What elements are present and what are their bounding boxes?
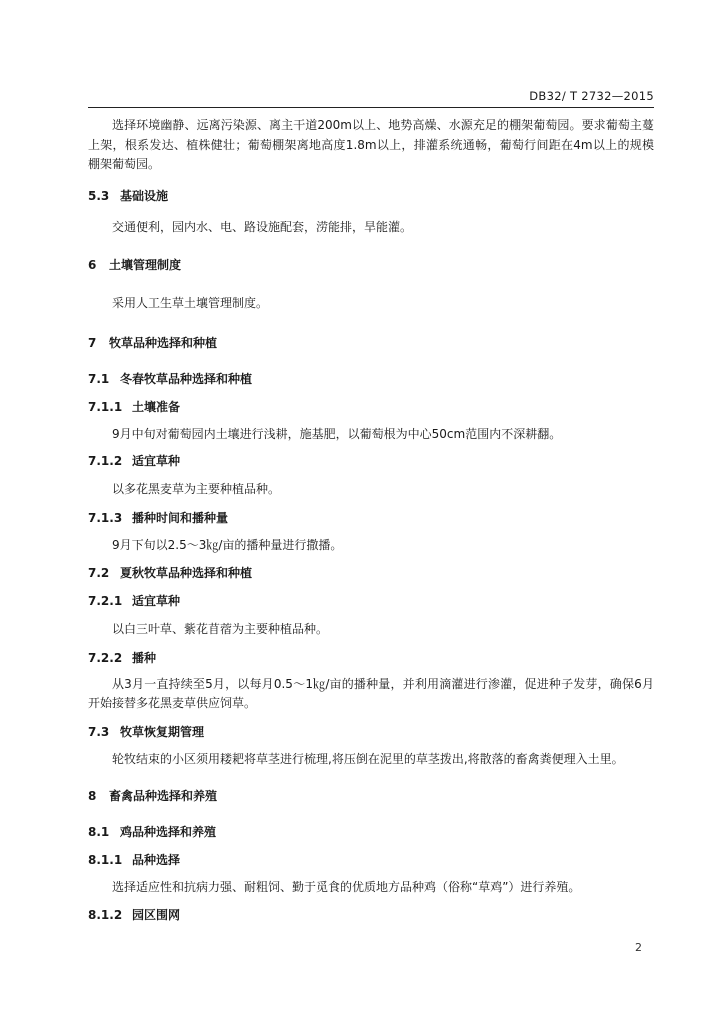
heading-number: 5.3 [88,188,110,203]
paragraph-soil-preparation: 9月中旬对葡萄园内土壤进行浅耕，施基肥，以葡萄根为中心50cm范围内不深耕翻。 [112,426,562,441]
heading-title: 播种 [132,650,157,665]
paragraph-sowing: 从3月一直持续至5月，以每月0.5～1㎏/亩的播种量，并利用滴灌进行渗灌，促进种子发芽，确保6月开始接替多花黑麦草供应饲草。 [88,676,654,710]
heading-number: 7.1 [88,371,110,386]
heading-title: 夏秋牧草品种选择和种植 [120,566,253,580]
heading-number: 7 [88,335,97,350]
heading-title: 土壤准备 [132,399,181,414]
heading-5-3 [88,187,654,206]
heading-7-2-1 [88,592,654,611]
heading-7-1-1 [88,398,654,417]
heading-7-1-3 [88,509,654,528]
heading-title: 牧草恢复期管理 [120,724,205,739]
heading-7-2 [88,564,654,583]
heading-title: 畜禽品种选择和养殖 [109,789,218,803]
heading-number: 8 [88,789,97,803]
heading-number: 7.2.1 [88,594,123,608]
heading-title: 播种时间和播种量 [132,510,229,525]
heading-title: 品种选择 [132,853,181,867]
paragraph-grass-species: 以多花黑麦草为主要种植品种。 [112,482,281,496]
paragraph-summer-grass: 以白三叶草、紫花苜蓿为主要种植品种。 [112,622,329,636]
heading-number: 7.2.2 [88,650,123,665]
heading-7-1 [88,370,654,389]
heading-title: 牧草品种选择和种植 [109,335,218,350]
heading-title: 基础设施 [120,188,169,203]
heading-title: 园区围网 [132,907,181,922]
paragraph-breed-selection: 选择适应性和抗病力强、耐粗饲、勤于觅食的优质地方品种鸡（俗称“草鸡”）进行养殖。 [112,880,581,894]
heading-title: 鸡品种选择和养殖 [120,825,217,839]
paragraph-site-selection: 选择环境幽静、远离污染源、离主干道200m以上、地势高燥、水源充足的棚架葡萄园。要求葡萄主蔓上架，根系发达、植株健壮；葡萄棚架离地高度1.8m以上，排灌系统通畅，葡萄行间距在4m以上的规模棚架葡萄园。 [88,118,654,171]
heading-number: 8.1.1 [88,853,123,867]
heading-number: 6 [88,258,97,272]
document-code: DB32/ T 2732—2015 [529,89,654,103]
heading-8 [88,787,654,806]
heading-number: 7.3 [88,724,110,739]
heading-number: 7.2 [88,566,110,580]
heading-8-1-1 [88,851,654,870]
heading-8-1-2 [88,906,654,925]
paragraph-recovery: 轮牧结束的小区须用耧耙将草茎进行梳理,将压倒在泥里的草茎拨出,将散落的畜禽粪便理入土里。 [112,751,624,766]
paragraph-infrastructure: 交通便利，园内水、电、路设施配套，涝能排，旱能灌。 [112,219,413,234]
heading-8-1 [88,823,654,842]
heading-6 [88,256,654,275]
document-body [88,116,654,925]
heading-number: 7.1.2 [88,454,123,468]
page-number: 2 [635,941,642,954]
heading-7-1-2 [88,452,654,471]
paragraph-soil-management: 采用人工生草土壤管理制度。 [112,296,269,310]
heading-number: 7.1.3 [88,510,123,525]
heading-number: 8.1.2 [88,907,123,922]
heading-title: 适宜草种 [132,454,181,468]
heading-title: 适宜草种 [132,594,181,608]
heading-7-3 [88,723,654,742]
heading-number: 8.1 [88,825,110,839]
heading-7 [88,334,654,353]
heading-title: 冬春牧草品种选择和种植 [120,371,253,386]
heading-number: 7.1.1 [88,399,123,414]
paragraph-sowing-time: 9月下旬以2.5～3㎏/亩的播种量进行撒播。 [112,537,343,552]
heading-title: 土壤管理制度 [109,258,182,272]
heading-7-2-2 [88,649,654,668]
header-rule [88,107,654,108]
